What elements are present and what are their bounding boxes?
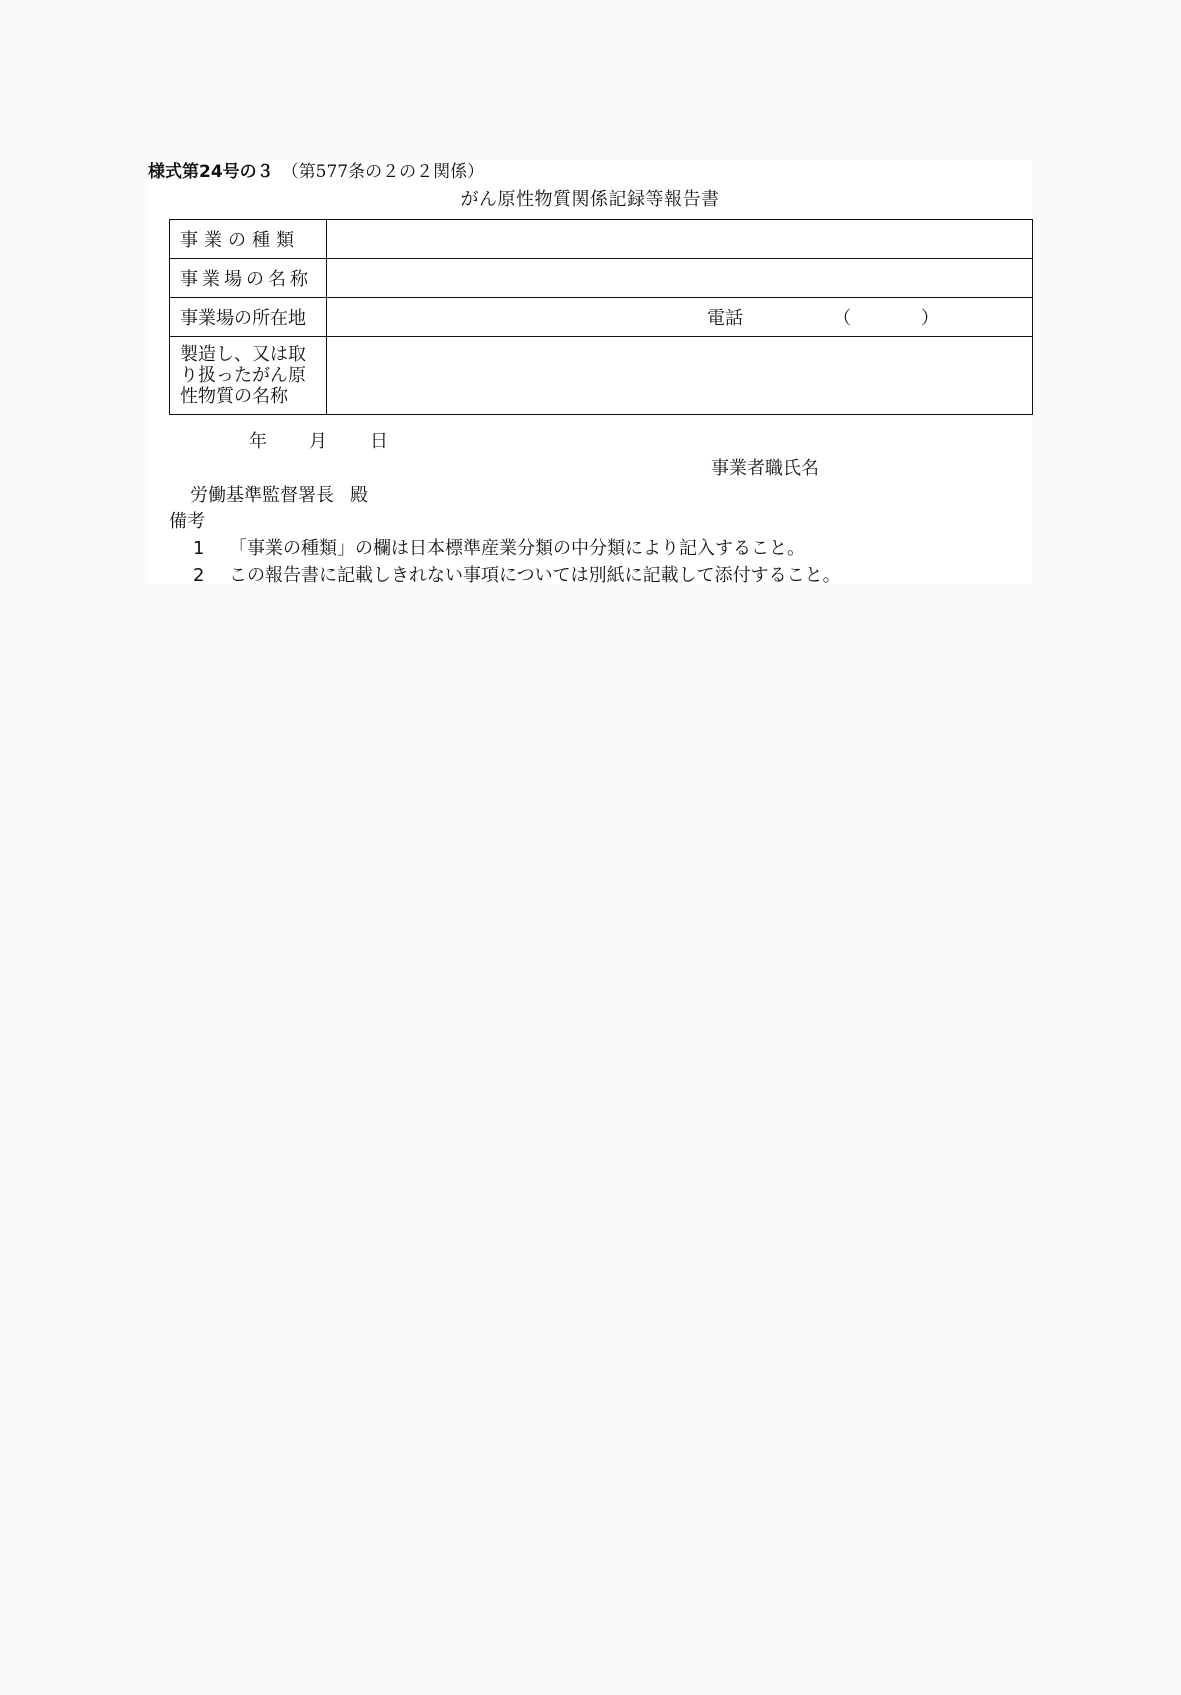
substance-label-line-2: り扱ったがん原 bbox=[180, 365, 306, 386]
addressee bbox=[190, 484, 368, 508]
substance-label-line-3: 性物質の名称 bbox=[180, 386, 288, 407]
workplace-address-field[interactable] bbox=[327, 298, 1033, 337]
form-number: 様式第24号の３ bbox=[148, 162, 274, 182]
business-type-label: 事業の種類 bbox=[170, 220, 327, 259]
table-row bbox=[170, 259, 1033, 298]
phone-paren-close: ） bbox=[921, 308, 939, 329]
note-text: 「事業の種類」の欄は日本標準産業分類の中分類により記入すること。 bbox=[229, 538, 805, 559]
substance-name-label bbox=[170, 337, 327, 415]
workplace-address-label: 事業場の所在地 bbox=[170, 298, 327, 337]
note-number: 2 bbox=[193, 565, 205, 586]
table-row bbox=[170, 298, 1033, 337]
date-day-label: 日 bbox=[370, 431, 388, 452]
addressee-honorific: 殿 bbox=[350, 485, 368, 506]
note-number: 1 bbox=[193, 538, 205, 559]
document-title: がん原性物質関係記録等報告書 bbox=[460, 189, 720, 210]
table-row bbox=[170, 337, 1033, 415]
form-relation: （第577条の２の２関係） bbox=[281, 162, 485, 182]
substance-label-line-1: 製造し、又は取 bbox=[180, 344, 306, 365]
phone-paren-open: （ bbox=[833, 308, 851, 329]
substance-name-field[interactable] bbox=[327, 337, 1033, 415]
business-type-field[interactable] bbox=[327, 220, 1033, 259]
report-table bbox=[169, 219, 1033, 415]
date-month-label: 月 bbox=[309, 431, 327, 452]
remarks-title: 備考 bbox=[169, 511, 205, 532]
addressee-office: 労働基準監督署長 bbox=[190, 485, 334, 506]
form-header bbox=[148, 160, 484, 184]
workplace-name-field[interactable] bbox=[327, 259, 1033, 298]
date-year-label: 年 bbox=[249, 431, 267, 452]
note-text: この報告書に記載しきれない事項については別紙に記載して添付すること。 bbox=[229, 565, 841, 586]
phone-label: 電話 bbox=[707, 308, 743, 329]
employer-name-label: 事業者職氏名 bbox=[711, 458, 819, 479]
workplace-name-label: 事業場の名称 bbox=[170, 259, 327, 298]
table-row bbox=[170, 220, 1033, 259]
